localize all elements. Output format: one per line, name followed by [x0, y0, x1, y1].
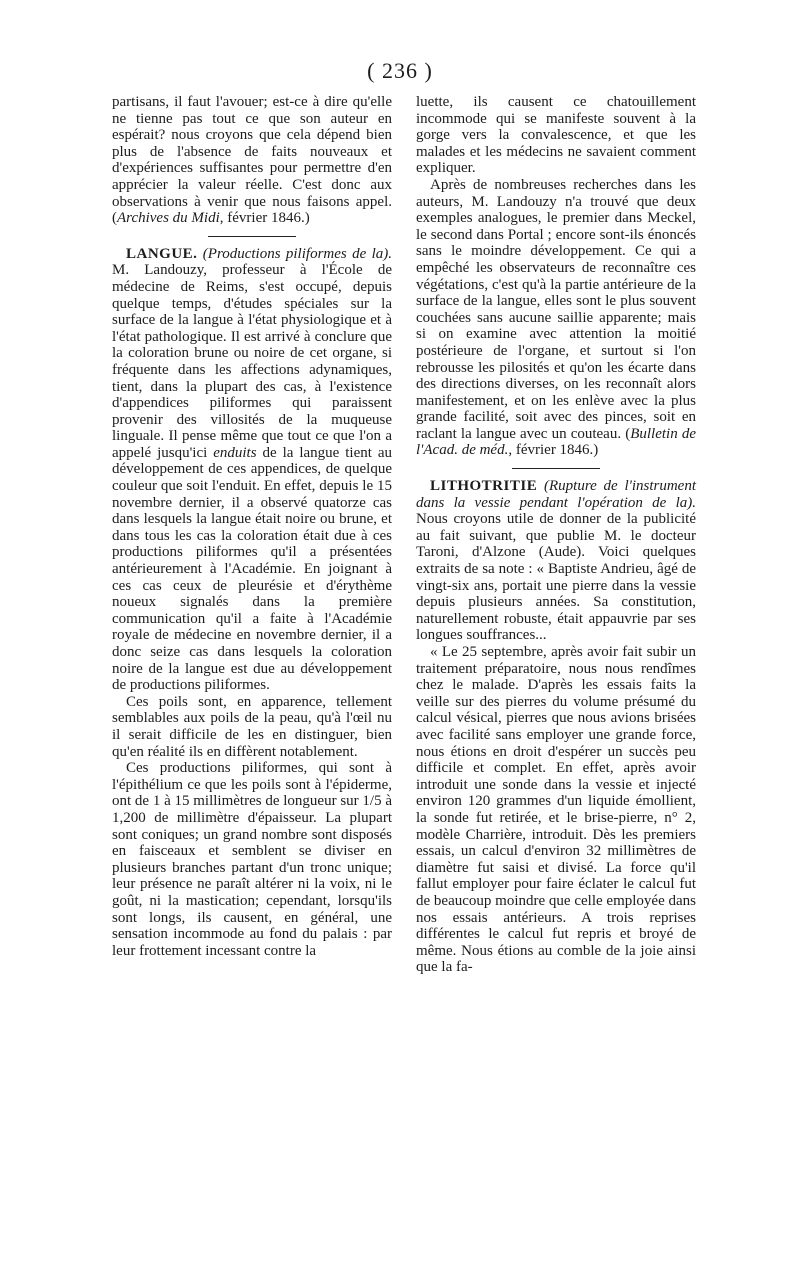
section-divider	[208, 236, 296, 237]
article-title: LITHOTRITIE	[430, 478, 538, 495]
source-citation: Archives du Midi	[117, 210, 220, 227]
right-column	[416, 94, 696, 976]
paragraph-text: partisans, il faut l'avouer; est-ce à dire qu'elle ne tienne pas tout ce que son auteur en espérait? nous croyons que cela dépend bien plus de l'absence de faits nouveaux et d'expériences suffisantes pour permettre d'en apprécier la valeur réelle. C'est donc aux observations à venir que nous faisons appel. (	[112, 94, 392, 227]
article-title: LANGUE.	[126, 245, 198, 262]
paragraph-continuation: luette, ils causent ce chatouillement incommode qui se manifeste souvent à la gorge vers la convalescence, et que les malades et les médecins ne savaient comment expliquer.	[416, 94, 696, 177]
left-column	[112, 94, 392, 959]
paragraph	[416, 177, 696, 459]
paragraph-text: Après de nombreuses recherches dans les auteurs, M. Landouzy n'a trouvé que deux exemples analogues, le premier dans Meckel, le second dans Portal ; encore sont-ils énoncés sans le moindre développement. Ce qui a empêché les observateurs de reconnaître ces végétations, c'est qu'à la partie antérieure de la surface de la langue, elles sont le plus souvent couchées sans aucune saillie apparente; mais si on examine avec attention la moitié postérieure de l'organe, et surtout si l'on rebrousse les pilosités et qu'on les écarte dans des directions diverses, on les reconnaît alors manifestement, et on les enlève avec la plus grande facilité, soit avec des pinces, soit en raclant la langue avec un couteau. (	[416, 176, 696, 442]
paragraph-text: de la langue tient au développement de ces appendices, de quelque couleur que soit l'enduit. En effet, depuis le 15 novembre dernier, il a observé quatorze cas dans lesquels la langue était noire ou brune, et dans tous les cas la coloration était due à ces productions piliformes qu'il a présentées antérieurement à l'Académie. En joignant à ces cas ceux de pleurésie et d'érythème noueux signalés dans la première communication qu'il a faite à l'Académie royale de médecine en novembre dernier, il a donc seize cas dans lesquels la coloration noire de la langue est due au développement de productions piliformes.	[112, 444, 392, 694]
page-number: ( 236 )	[367, 58, 433, 83]
article-langue	[112, 246, 392, 694]
article-subtitle: (Rupture de l'instrument dans la vessie pendant l'opération de la).	[416, 478, 697, 511]
source-citation: Bulletin de l'Acad. de méd.	[416, 425, 696, 459]
section-divider	[512, 468, 600, 469]
citation-date: , février 1846.)	[508, 442, 599, 459]
paragraph-text: Nous croyons utile de donner de la publicité au fait suivant, que publie M. le docteur Taroni, d'Alzone (Aude). Voici quelques extraits de sa note : « Baptiste Andrieu, âgé de vingt-six ans, portait une pierre dans la vessie depuis plusieurs années. Sa constitution, naturellement robuste, était appauvrie par ses longues souffrances...	[416, 511, 696, 644]
citation-date: , février 1846.)	[219, 210, 310, 227]
paragraph: Ces productions piliformes, qui sont à l'épithélium ce que les poils sont à l'épiderme, ont de 1 à 15 millimètres de longueur sur 1/5 à 1,200 de millimètre d'épaisseur. La plupart sont coniques; un grand nombre sont disposés en faisceaux et semblent se diviser en plusieurs branches partant d'un tronc unique; leur présence ne paraît altérer ni la voix, ni le goût, ni la mastication; cependant, lorsqu'ils sont longs, ils causent, en général, une sensation incommode au fond du palais : par leur frottement incessant contre la	[112, 760, 392, 959]
article-lithotritie	[416, 478, 696, 644]
article-subtitle: (Productions piliformes de la).	[202, 245, 392, 262]
paragraph: « Le 25 septembre, après avoir fait subir un traitement préparatoire, nous nous rendîmes chez le malade. D'après les essais faits la veille sur des pierres du volume présumé du calcul vésical, pierres que nous avions brisées avec facilité sans employer une grande force, nous étions en droit d'espérer un succès peu difficile et complet. En effet, après avoir introduit une sonde dans la vessie et injecté environ 120 grammes d'un liquide émollient, la sonde fut retirée, et le brise-pierre, n° 2, modèle Charrière, introduit. Dès les premiers essais, un calcul d'environ 32 millimètres de diamètre fut saisi et divisé. La force qu'il fallut employer pour faire éclater le calcul fut de beaucoup moindre que celle employée dans nos essais antérieurs. A trois reprises différentes le calcul fut repris et broyé de même. Nous étions au comble de la joie ainsi que la fa-	[416, 644, 696, 976]
paragraph-continuation	[112, 94, 392, 227]
paragraph: Ces poils sont, en apparence, tellement semblables aux poils de la peau, qu'à l'œil nu il serait difficile de les en distinguer, bien qu'en réalité ils en diffèrent notablement.	[112, 693, 392, 760]
italic-term: enduits	[213, 444, 257, 461]
paragraph-text: M. Landouzy, professeur à l'École de médecine de Reims, s'est occupé, depuis quelque temps, d'études spéciales sur la surface de la langue à l'état physiologique et à l'état pathologique. Il est arrivé à conclure que la coloration brune ou noire de cet organe, si fréquente dans les affections adynamiques, tient, dans la plupart des cas, à l'existence d'appendices piliformes qui paraissent provenir des villosités de la muqueuse linguale. Il pense même que tout ce que l'on a appelé jusqu'ici	[112, 262, 392, 461]
